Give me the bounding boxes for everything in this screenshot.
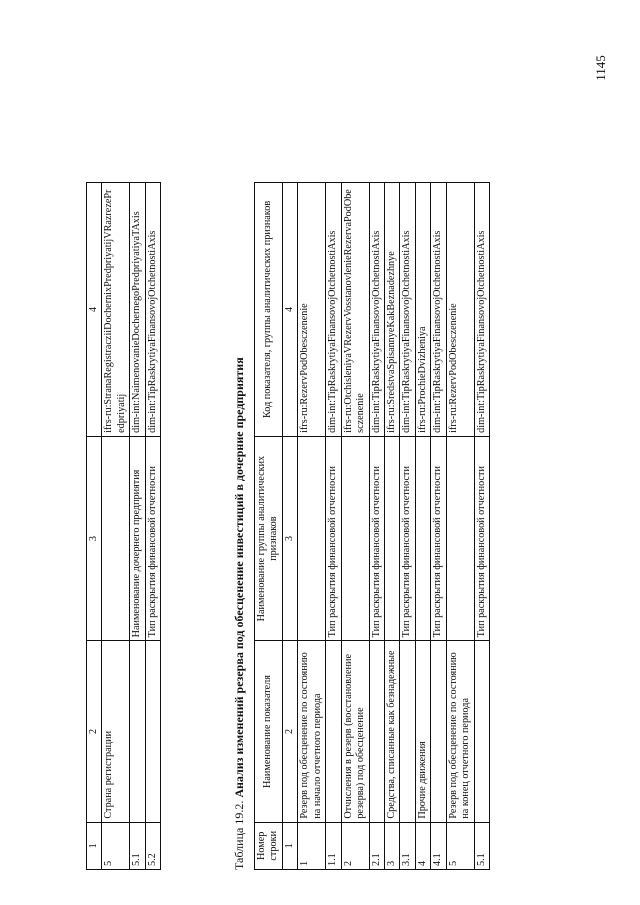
row-number: 3.1	[400, 822, 415, 869]
group-name: Тип раскрытия финансовой отчетности	[369, 436, 384, 640]
indicator-name	[400, 641, 415, 822]
column-header: Код показателя, группы аналитических признаков	[255, 183, 283, 437]
table-row	[474, 183, 489, 870]
group-name	[384, 436, 399, 640]
group-name: Тип раскрытия финансовой отчетности	[326, 436, 341, 640]
indicator-code: ifrs-ru:RezervPodObesczenenie	[446, 183, 474, 437]
col-number: 4	[282, 183, 297, 437]
col-number: 1	[282, 822, 297, 869]
col-number: 3	[87, 436, 102, 640]
row-number: 1	[298, 822, 326, 869]
column-header: Наименование показателя	[255, 641, 283, 822]
column-header: Наименование группы аналитических признаков	[255, 436, 283, 640]
row-number: 5.2	[145, 822, 160, 869]
rotated-page-content	[86, 50, 606, 870]
group-name: Наименование дочернего предприятия	[130, 436, 145, 640]
indicator-name: Прочие движения	[415, 641, 430, 822]
table-row	[446, 183, 474, 870]
row-number: 2.1	[369, 822, 384, 869]
table-top-continuation	[86, 182, 161, 870]
table-top-header-row	[87, 183, 102, 870]
row-number: 5.1	[474, 822, 489, 869]
indicator-name: Резерв под обесценение по состоянию на конец отчетного периода	[446, 641, 474, 822]
indicator-code: dim-int:TipRaskrytiyaFinansovojOtchetnostiAxis	[145, 183, 160, 437]
table-main-body	[298, 183, 490, 870]
col-number: 1	[87, 822, 102, 869]
indicator-code: ifrs-ru:OtchisleniyaVRezervVosstanovlenieRezervaPodObesczenenie	[341, 183, 369, 437]
group-name	[298, 436, 326, 640]
table-row	[130, 183, 145, 870]
col-number: 2	[87, 641, 102, 822]
indicator-code: dim-int:TipRaskrytiyaFinansovojOtchetnostiAxis	[474, 183, 489, 437]
row-number: 5.1	[130, 822, 145, 869]
table-caption	[232, 357, 247, 870]
indicator-name: Резерв под обесценение по состоянию на начало отчетного периода	[298, 641, 326, 822]
row-number: 2	[341, 822, 369, 869]
col-number: 3	[282, 436, 297, 640]
indicator-code: dim-int:TipRaskrytiyaFinansovojOtchetnostiAxis	[369, 183, 384, 437]
group-name	[102, 436, 130, 640]
table-row	[102, 183, 130, 870]
group-name	[415, 436, 430, 640]
indicator-code: ifrs-ru:StranaRegistracziiDocherniхPredpriyatijVRazrezePredpriyatij	[102, 183, 130, 437]
indicator-name: Средства, списанные как безнадежные	[384, 641, 399, 822]
indicator-name	[431, 641, 446, 822]
indicator-code: dim-int:TipRaskrytiyaFinansovojOtchetnostiAxis	[400, 183, 415, 437]
row-number: 5	[102, 822, 130, 869]
row-number: 5	[446, 822, 474, 869]
table-main	[254, 182, 490, 870]
caption-title: Анализ изменений резерва под обесценение инвестиций в дочерние предприятия	[232, 357, 246, 798]
indicator-code: ifrs-ru:ProchieDvizheniya	[415, 183, 430, 437]
indicator-name: Страна регистрации	[102, 641, 130, 822]
table-row	[298, 183, 326, 870]
indicator-name	[474, 641, 489, 822]
table-row	[145, 183, 160, 870]
group-name: Тип раскрытия финансовой отчетности	[400, 436, 415, 640]
indicator-code: dim-int:NaimenovanieDochernegoPredpriyatiyaTAxis	[130, 183, 145, 437]
col-number: 2	[282, 641, 297, 822]
col-number: 4	[87, 183, 102, 437]
table-row	[384, 183, 399, 870]
indicator-code: ifrs-ru:RezervPodObesczenenie	[298, 183, 326, 437]
indicator-code: ifrs-ru:SredstvaSpisannyeKakBeznadezhnye	[384, 183, 399, 437]
table-row	[415, 183, 430, 870]
column-header: Номер строки	[255, 822, 283, 869]
indicator-code: dim-int:TipRaskrytiyaFinansovojOtchetnostiAxis	[326, 183, 341, 437]
indicator-name	[145, 641, 160, 822]
row-number: 3	[384, 822, 399, 869]
group-name: Тип раскрытия финансовой отчетности	[431, 436, 446, 640]
group-name	[446, 436, 474, 640]
row-number: 4	[415, 822, 430, 869]
table-row	[369, 183, 384, 870]
indicator-name	[369, 641, 384, 822]
indicator-name: Отчисления в резерв (восстановление резерва) под обесценение	[341, 641, 369, 822]
indicator-name	[130, 641, 145, 822]
group-name: Тип раскрытия финансовой отчетности	[474, 436, 489, 640]
indicator-name	[326, 641, 341, 822]
page-number: 1145	[592, 55, 608, 81]
table-row	[341, 183, 369, 870]
table-row	[326, 183, 341, 870]
table-main-header-row	[255, 183, 283, 870]
table-row	[431, 183, 446, 870]
table-row	[400, 183, 415, 870]
group-name	[341, 436, 369, 640]
row-number: 4.1	[431, 822, 446, 869]
caption-prefix: Таблица 19.2.	[232, 800, 246, 870]
row-number: 1.1	[326, 822, 341, 869]
group-name: Тип раскрытия финансовой отчетности	[145, 436, 160, 640]
indicator-code: dim-int:TipRaskrytiyaFinansovojOtchetnostiAxis	[431, 183, 446, 437]
table-main-colnum-row	[282, 183, 297, 870]
